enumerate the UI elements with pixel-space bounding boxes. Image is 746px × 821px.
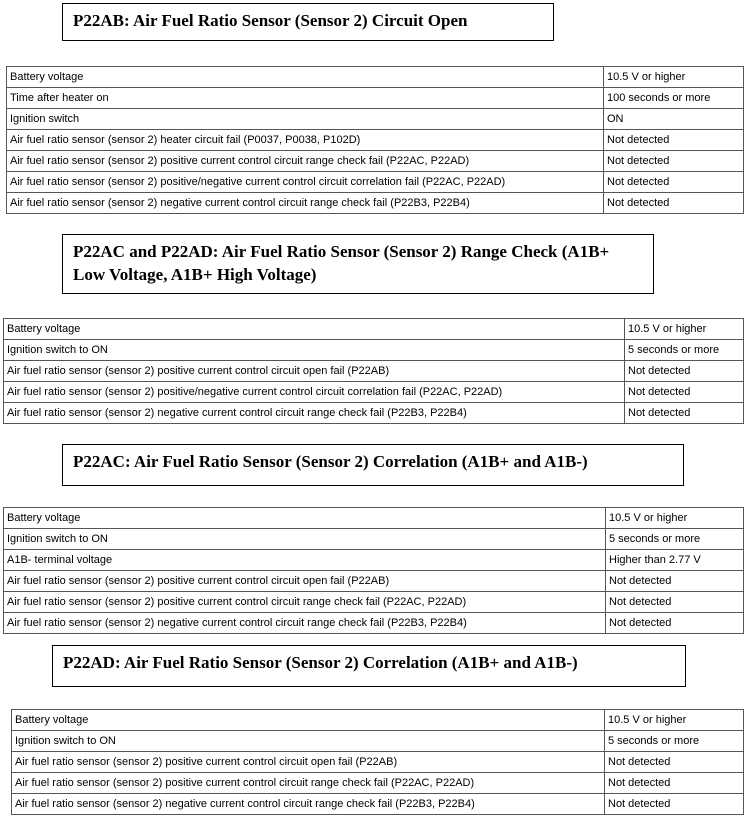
condition-item: Air fuel ratio sensor (sensor 2) positive current control circuit open fail (P22AB) [12,752,605,773]
condition-value: Not detected [604,130,744,151]
table-row [4,382,744,403]
table-row [12,794,744,815]
condition-value: Not detected [625,361,744,382]
condition-item: Battery voltage [4,319,625,340]
condition-item: Air fuel ratio sensor (sensor 2) negative current control circuit range check fail (P22B3, P22B4) [12,794,605,815]
conditions-table-p22ad-correlation [11,709,744,815]
table-row [4,403,744,424]
condition-value: Higher than 2.77 V [606,550,744,571]
condition-value: 10.5 V or higher [625,319,744,340]
condition-value: 10.5 V or higher [604,67,744,88]
condition-item: Air fuel ratio sensor (sensor 2) positive/negative current control circuit correlation fail (P22AC, P22AD) [4,382,625,403]
table-row [4,571,744,592]
table-row [12,752,744,773]
section-title-text: P22AC: Air Fuel Ratio Sensor (Sensor 2) Correlation (A1B+ and A1B-) [73,452,588,471]
condition-value: 5 seconds or more [606,529,744,550]
condition-item: Ignition switch to ON [12,731,605,752]
section-title-p22ac-correlation [62,444,684,486]
conditions-table-p22ab [6,66,744,214]
condition-item: Ignition switch [7,109,604,130]
table-row [4,319,744,340]
condition-value: Not detected [604,151,744,172]
condition-item: Battery voltage [4,508,606,529]
condition-item: Ignition switch to ON [4,340,625,361]
table-row [7,172,744,193]
table-row [7,130,744,151]
section-title-p22ad-correlation [52,645,686,687]
table-row [7,67,744,88]
condition-item: Air fuel ratio sensor (sensor 2) positive current control circuit range check fail (P22AC, P22AD) [4,592,606,613]
condition-value: Not detected [606,571,744,592]
condition-item: Air fuel ratio sensor (sensor 2) positive/negative current control circuit correlation fail (P22AC, P22AD) [7,172,604,193]
section-title-text: P22AC and P22AD: Air Fuel Ratio Sensor (Sensor 2) Range Check (A1B+ Low Voltage, A1B+ High Voltage) [73,242,610,284]
section-title-p22ab [62,3,554,41]
condition-value: 100 seconds or more [604,88,744,109]
condition-item: Battery voltage [12,710,605,731]
conditions-table-p22ac-p22ad-range [3,318,744,424]
condition-value: Not detected [606,613,744,634]
table-row [7,193,744,214]
section-title-text: P22AD: Air Fuel Ratio Sensor (Sensor 2) Correlation (A1B+ and A1B-) [63,653,578,672]
condition-item: Air fuel ratio sensor (sensor 2) heater circuit fail (P0037, P0038, P102D) [7,130,604,151]
table-row [12,773,744,794]
condition-item: Air fuel ratio sensor (sensor 2) positive current control circuit open fail (P22AB) [4,571,606,592]
table-row [12,710,744,731]
condition-value: 10.5 V or higher [605,710,744,731]
condition-item: Time after heater on [7,88,604,109]
condition-value: ON [604,109,744,130]
section-title-text: P22AB: Air Fuel Ratio Sensor (Sensor 2) Circuit Open [73,11,468,30]
condition-item: Air fuel ratio sensor (sensor 2) negative current control circuit range check fail (P22B3, P22B4) [4,403,625,424]
table-row [4,340,744,361]
table-row [12,731,744,752]
condition-value: Not detected [606,592,744,613]
condition-value: Not detected [604,172,744,193]
condition-item: Air fuel ratio sensor (sensor 2) negative current control circuit range check fail (P22B3, P22B4) [7,193,604,214]
section-title-p22ac-p22ad-range [62,234,654,294]
table-row [4,361,744,382]
condition-item: Ignition switch to ON [4,529,606,550]
condition-item: Air fuel ratio sensor (sensor 2) positive current control circuit range check fail (P22AC, P22AD) [12,773,605,794]
table-row [7,151,744,172]
table-row [7,109,744,130]
table-row [4,613,744,634]
table-row [4,529,744,550]
table-row [4,550,744,571]
table-row [4,592,744,613]
table-row [7,88,744,109]
condition-value: Not detected [604,193,744,214]
condition-item: A1B- terminal voltage [4,550,606,571]
condition-item: Battery voltage [7,67,604,88]
condition-item: Air fuel ratio sensor (sensor 2) positive current control circuit range check fail (P22AC, P22AD) [7,151,604,172]
condition-value: Not detected [605,773,744,794]
table-row [4,508,744,529]
condition-value: Not detected [605,752,744,773]
condition-value: 10.5 V or higher [606,508,744,529]
condition-value: 5 seconds or more [605,731,744,752]
conditions-table-p22ac-correlation [3,507,744,634]
condition-item: Air fuel ratio sensor (sensor 2) positive current control circuit open fail (P22AB) [4,361,625,382]
condition-value: Not detected [625,403,744,424]
condition-item: Air fuel ratio sensor (sensor 2) negative current control circuit range check fail (P22B3, P22B4) [4,613,606,634]
condition-value: Not detected [605,794,744,815]
condition-value: Not detected [625,382,744,403]
condition-value: 5 seconds or more [625,340,744,361]
